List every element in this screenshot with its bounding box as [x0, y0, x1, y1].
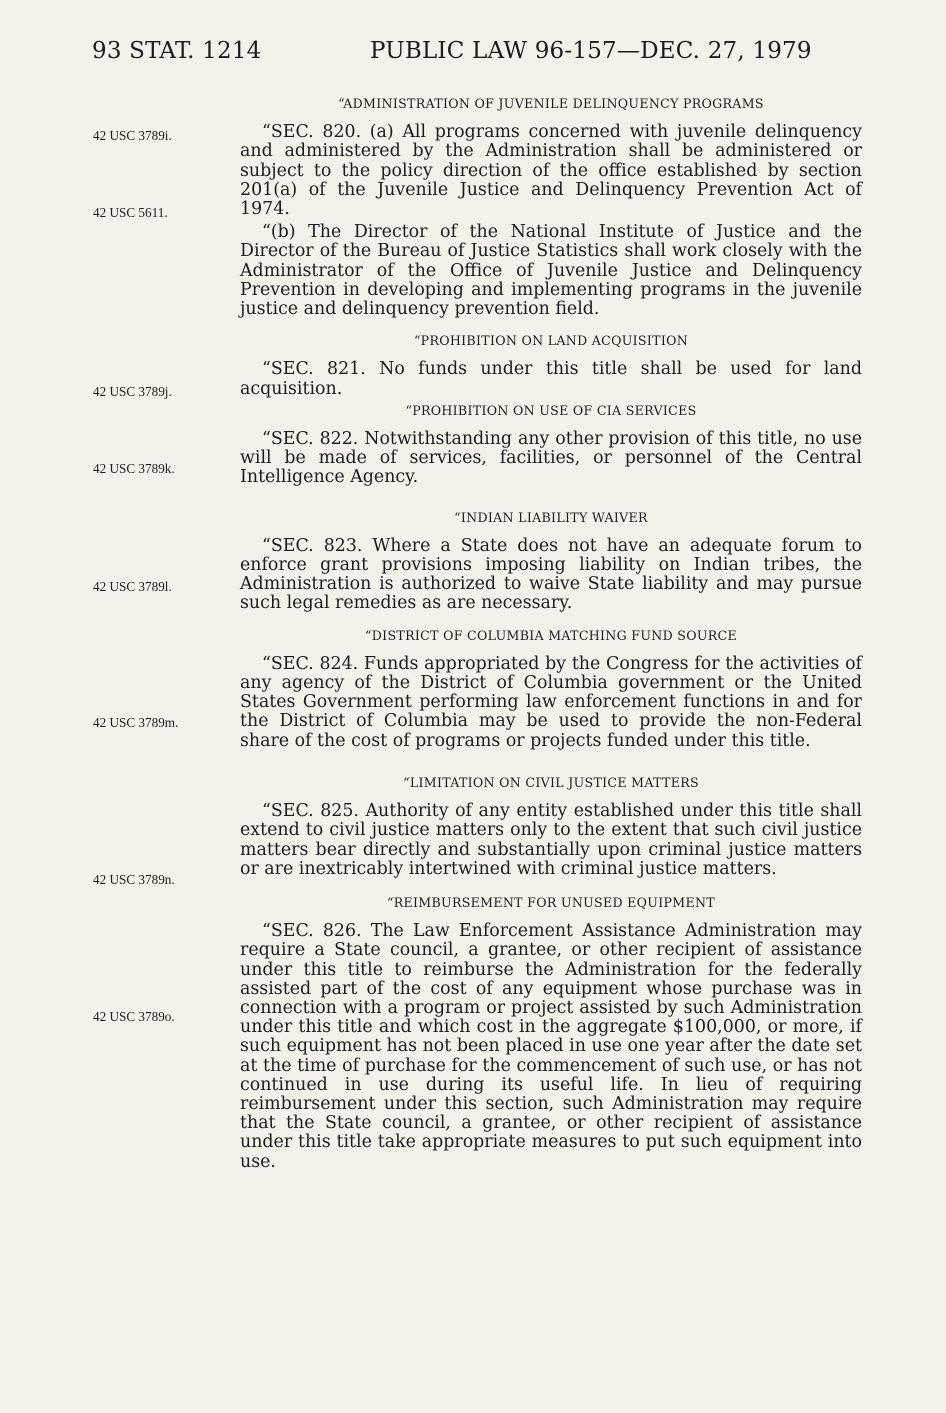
section-heading: “INDIAN LIABILITY WAIVER	[454, 509, 648, 525]
section-paragraph: “SEC. 826. The Law Enforcement Assistance Administration may require a State council, a grantee, or other recipient of assistance under this title to reimburse the Administration for the federally assisted part of the cost of any equipment whose purchase was in connection with a program or project assisted by such Administration under this title and which cost in the aggregate $100,000, or more, if such equipment has not been placed in use one year after the date set at the time of purchase for the commencement of such use, or has not continued in use during its useful life. In lieu of requiring reimbursement under this section, such Administration may require that the State council, a grantee, or other recipient of assistance under this title take appropriate measures to put such equipment into use.	[240, 921, 862, 1172]
section-paragraph: “SEC. 822. Notwithstanding any other provision of this title, no use will be made of services, facilities, or personnel of the Central Intelligence Agency.	[240, 429, 862, 488]
margin-note-3789k: 42 USC 3789k.	[93, 461, 175, 476]
section-824	[240, 626, 862, 751]
page-title: PUBLIC LAW 96-157—DEC. 27, 1979	[370, 38, 812, 64]
section-paragraph: “SEC. 824. Funds appropriated by the Congress for the activities of any agency of the District of Columbia government or the United States Government performing law enforcement functions in and for the District of Columbia may be used to provide the non-Federal share of the cost of programs or projects funded under this title.	[240, 653, 862, 751]
section-heading: “LIMITATION ON CIVIL JUSTICE MATTERS	[403, 774, 699, 790]
margin-note-3789o: 42 USC 3789o.	[93, 1009, 175, 1024]
section-paragraph: “SEC. 823. Where a State does not have an adequate forum to enforce grant provisions imposing liability on Indian tribes, the Administration is authorized to waive State liability and may pursue such legal remedies as are necessary.	[240, 535, 862, 614]
margin-note-3789i: 42 USC 3789i.	[93, 128, 172, 143]
margin-note-3789m: 42 USC 3789m.	[93, 715, 179, 730]
margin-note-3789n: 42 USC 3789n.	[93, 872, 175, 887]
section-826	[240, 893, 862, 1172]
section-823	[240, 508, 862, 614]
section-heading: “REIMBURSEMENT FOR UNUSED EQUIPMENT	[387, 894, 715, 910]
section-paragraph: “SEC. 825. Authority of any entity established under this title shall extend to civil justice matters only to the extent that such civil justice matters bear directly and substantially upon criminal justice matters or are inextricably intertwined with criminal justice matters.	[240, 801, 862, 879]
section-825	[240, 773, 862, 879]
document-body	[240, 94, 862, 1176]
section-822	[240, 401, 862, 488]
section-820	[240, 94, 862, 319]
margin-note-5611: 42 USC 5611.	[93, 205, 168, 220]
section-paragraph: “SEC. 821. No funds under this title shall be used for land acquisition.	[240, 359, 862, 399]
margin-note-3789l: 42 USC 3789l.	[93, 579, 172, 594]
section-heading: “ADMINISTRATION OF JUVENILE DELINQUENCY PROGRAMS	[338, 96, 764, 111]
section-821	[240, 331, 862, 399]
margin-note-3789j: 42 USC 3789j.	[93, 384, 172, 399]
page-number: 93 STAT. 1214	[92, 38, 262, 64]
section-heading: “DISTRICT OF COLUMBIA MATCHING FUND SOURCE	[365, 627, 737, 643]
section-paragraph: “(b) The Director of the National Institute of Justice and the Director of the Bureau of Justice Statistics shall work closely with the Administrator of the Office of Juvenile Justice and Delinquency Prevention in developing and implementing programs in the juvenile justice and delinquency prevention field.	[240, 222, 862, 320]
section-paragraph: “SEC. 820. (a) All programs concerned with juvenile delinquency and administered by the Administration shall be administered or subject to the policy direction of the office established by section 201(a) of the Juvenile Justice and Delinquency Prevention Act of 1974.	[240, 122, 862, 220]
section-heading: “PROHIBITION ON LAND ACQUISITION	[413, 333, 689, 349]
section-heading: “PROHIBITION ON USE OF CIA SERVICES	[405, 402, 697, 418]
